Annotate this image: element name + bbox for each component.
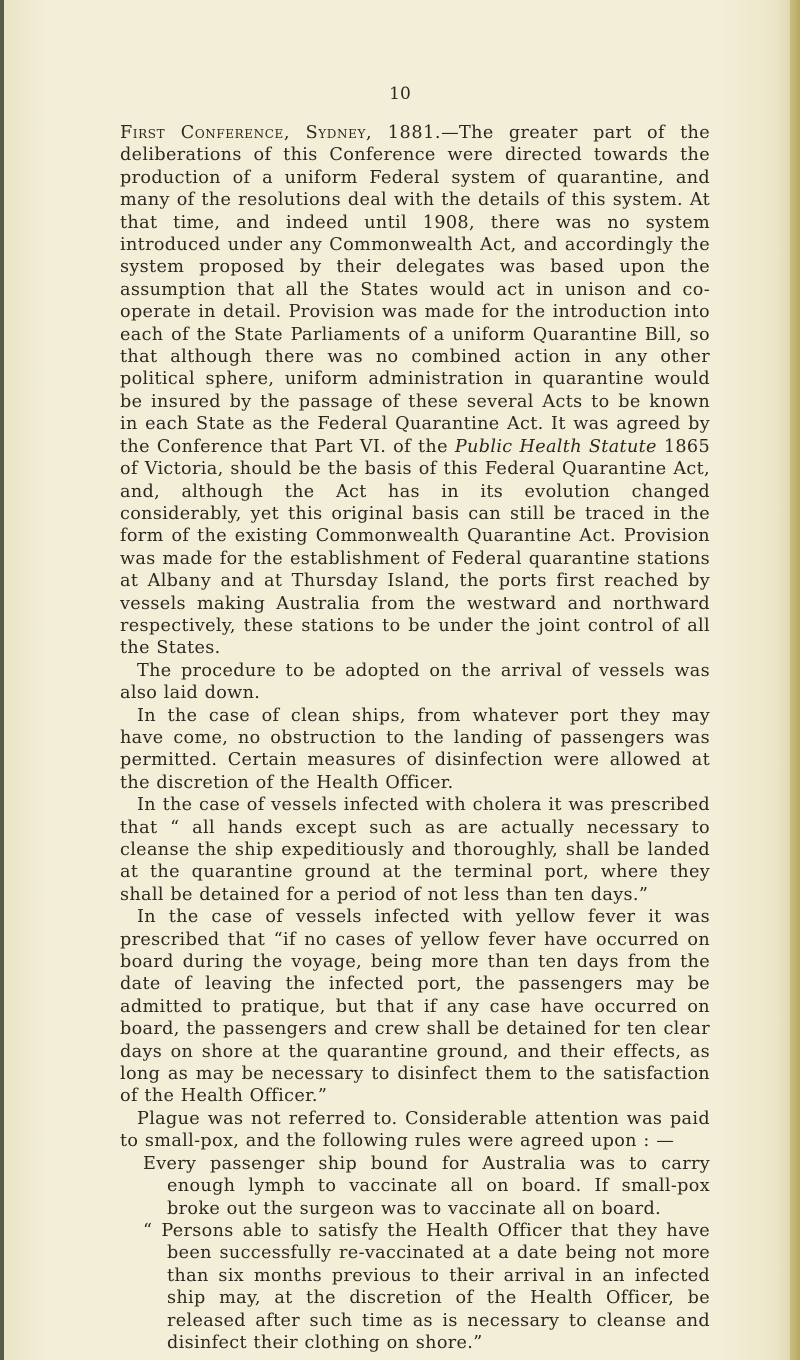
section-heading: First Conference, Sydney, 1881. (120, 123, 442, 143)
page-number: 10 (389, 84, 411, 104)
paragraph-4: In the case of vessels infected with cholera it was prescribed that “ all hands except such as are actually necessary to cleanse the ship expeditiously and thoroughly, shall be landed at the quarantine ground at the terminal port, where they shall be detained for a period of not less than ten days.” (120, 795, 710, 905)
page-left-edge (0, 0, 4, 1360)
page-right-edge (790, 0, 800, 1360)
paragraph-7: Every passenger ship bound for Australia was to carry enough lymph to vaccinate all on board. If small-pox broke out the surgeon was to vaccinate all on board. (143, 1153, 710, 1219)
paragraph-1-italic: Public Health Statute (454, 436, 657, 457)
paragraph-1-rest: 1865 of Victoria, should be the basis of this Federal Quarantine Act, and, although the Act has in its evolution changed considerably, yet this original basis can still be traced in the form of the existing Commonwealth Quarantine Act. Provision was made for the establishment of Federal quarantine stations at Albany and at Thursday Island, the ports first reached by vessels making Australia from the westward and northward respectively, these stations to be under the joint control of all the States. (120, 436, 711, 659)
paragraph-1 (120, 122, 710, 660)
paragraph-8: “ Persons able to satisfy the Health Officer that they have been successfully re-vaccinated at a date being not more than six months previous to their arrival in an infected ship may, at the discretion of the Health Officer, be released after such time as is necessary to cleanse and disinfect their clothing on shore.” (143, 1220, 710, 1353)
paragraph-3: In the case of clean ships, from whatever port they may have come, no obstruction to the landing of passengers was permitted. Certain measures of disinfection were allowed at the discretion of the Health Officer. (120, 705, 710, 793)
paragraph-5: In the case of vessels infected with yellow fever it was prescribed that “if no cases of yellow fever have occurred on board during the voyage, being more than ten days from the date of leaving the infected port, the passengers may be admitted to pratique, but that if any case have occurred on board, the passengers and crew shall be detained for ten clear days on shore at the quarantine ground, and their effects, as long as may be necessary to disinfect them to the satisfaction of the Health Officer.” (120, 907, 710, 1107)
paragraph-6: Plague was not referred to. Considerable attention was paid to small-pox, and the following rules were agreed upon : — (120, 1108, 710, 1152)
paragraph-1-text: —The greater part of the deliberations of this Conference were directed towards the production of a uniform Federal system of quarantine, and many of the resolutions deal with the details of this system. At that time, and indeed until 1908, there was no system introduced under any Commonwealth Act, and accordingly the system proposed by their delegates was based upon the assumption that all the States would act in unison and co-operate in detail. Provision was made for the introduction into each of the State Parliaments of a uniform Quarantine Bill, so that although there was no combined action in any other political sphere, uniform administration in quarantine would be insured by the passage of these several Acts to be known in each State as the Federal Quarantine Act. It was agreed by the Conference that Part VI. of the (120, 123, 710, 457)
paragraph-2: The procedure to be adopted on the arrival of vessels was also laid down. (120, 660, 710, 704)
body-text (120, 122, 710, 1354)
